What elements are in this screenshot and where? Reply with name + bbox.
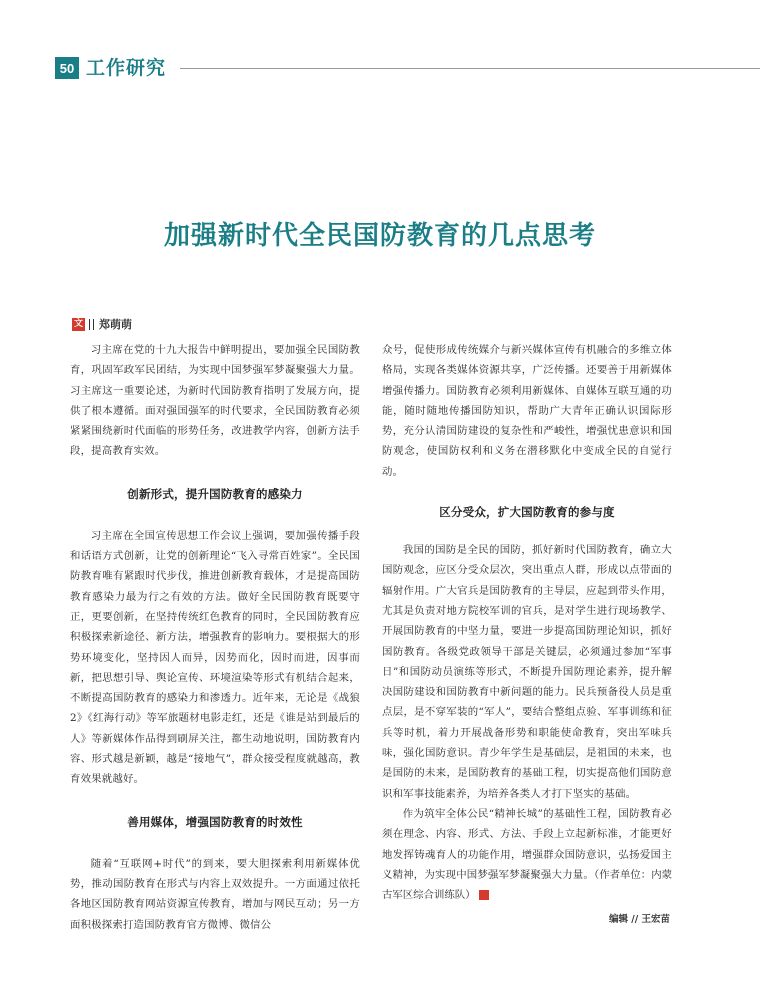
author-affiliation: （作者单位：内蒙古军区综合训练队） bbox=[382, 868, 672, 902]
intro-paragraph: 习主席在党的十九大报告中鲜明提出，要加强全民国防教育，巩固军政军民团结，为实现中国梦强军梦凝聚强大力量。习主席这一重要论述，为新时代国防教育指明了发展方向，提供了根本遵循。面对强国强军的时代要求，全民国防教育必须紧紧围绕新时代面临的形势任务，改进教学内容，创新方法手段，提高教育实效。 bbox=[70, 344, 360, 458]
section-2-paragraph-part1: 随着“互联网+时代”的到来，要大胆探索利用新媒体优势，推动国防教育在形式与内容上双效提升。一方面通过依托各地区国防教育网站资源宣传教育，增加与网民互动；另一方面积极探索打造国防教育官方微博、微信公 bbox=[70, 857, 360, 931]
section-heading-2: 善用媒体，增强国防教育的时效性 bbox=[127, 814, 303, 829]
byline-mark: 文 bbox=[73, 318, 83, 329]
section-heading-1: 创新形式，提升国防教育的感染力 bbox=[127, 486, 303, 501]
section-1-paragraph: 习主席在全国宣传思想工作会议上强调，要加强传播手段和话语方式创新，让党的创新理论“飞入寻常百姓家”。全民国防教育唯有紧跟时代步伐，推进创新教育载体，才是提高国防教育感染力最为行之有效的方法。做好全民国防教育既要守正，更要创新，在坚持传统红色教育的同时，全民国防教育应积极探索新途径、新方法，增强教育的影响力。要根据大的形势环境变化，坚持因人而异，因势而化，因时而进，因事而新，把思想引导、舆论宣传、环境渲染等形式有机结合起来，不断提高国防教育的感染力和渗透力。近年来，无论是《战狼2》《红海行动》等军旅题材电影走红，还是《谁是站到最后的人》等新媒体作品得到刷屏关注，都生动地说明，国防教育内容、形式越是新颖，越是“接地气”，群众接受程度就越高，教育效果就越好。 bbox=[70, 529, 360, 786]
author-name: 郑萌萌 bbox=[99, 318, 132, 331]
header-rule bbox=[180, 68, 760, 69]
editor-credit: 编辑 // 王宏苗 bbox=[608, 914, 670, 925]
end-mark-icon: C bbox=[479, 890, 489, 900]
section-name: 工作研究 bbox=[86, 57, 167, 79]
section-3-paragraph-1: 我国的国防是全民的国防，抓好新时代国防教育，确立大国防观念，应区分受众层次，突出重点人群，形成以点带面的辐射作用。广大官兵是国防教育的主导层，应起到带头作用，尤其是负责对地方院校军训的官兵，是对学生进行现场教学、开展国防教育的中坚力量，要进一步提高国防理论知识，抓好国防教育。各级党政领导干部是关键层，必须通过参加“军事日”和国防动员演练等形式，不断提升国防理论素养，提升解决国防建设和国防教育中新问题的能力。民兵预备役人员是重点层，是不穿军装的“军人”，要结合整组点验、军事训练和征兵等时机，着力开展战备形势和职能使命教育，突出军味兵味，强化国防意识。青少年学生是基础层，是祖国的未来，也是国防的未来，是国防教育的基础工程，切实提高他们国防意识和军事技能素养，为培养各类人才打下坚实的基础。 bbox=[382, 544, 672, 800]
page-number: 50 bbox=[55, 57, 79, 79]
column-right bbox=[382, 340, 672, 905]
column-left bbox=[70, 340, 360, 935]
byline-separator bbox=[89, 319, 94, 330]
section-3-paragraph-2-text: 作为筑牢全体公民“精神长城”的基础性工程，国防教育必须在理念、内容、形式、方法、手段上立起新标准，才能更好地发挥铸魂育人的功能作用，增强群众国防意识，弘扬爱国主义精神，为实现中国梦强军梦凝聚强大力量。 bbox=[382, 807, 672, 881]
section-3-paragraph-2 bbox=[382, 804, 672, 905]
article-title: 加强新时代全民国防教育的几点思考 bbox=[163, 221, 596, 251]
section-2-paragraph-part2: 众号，促使形成传统媒介与新兴媒体宣传有机融合的多维立体格局，实现各类媒体资源共享，广泛传播。还要善于用新媒体增强传播力。国防教育必须利用新媒体、自媒体互联互通的功能，随时随地传播国防知识，帮助广大青年正确认识国际形势，充分认清国防建设的复杂性和严峻性，增强忧患意识和国防观念，使国防权利和义务在潜移默化中变成全民的自觉行动。 bbox=[382, 344, 672, 478]
byline bbox=[72, 316, 132, 332]
section-heading-3: 区分受众，扩大国防教育的参与度 bbox=[439, 505, 615, 520]
